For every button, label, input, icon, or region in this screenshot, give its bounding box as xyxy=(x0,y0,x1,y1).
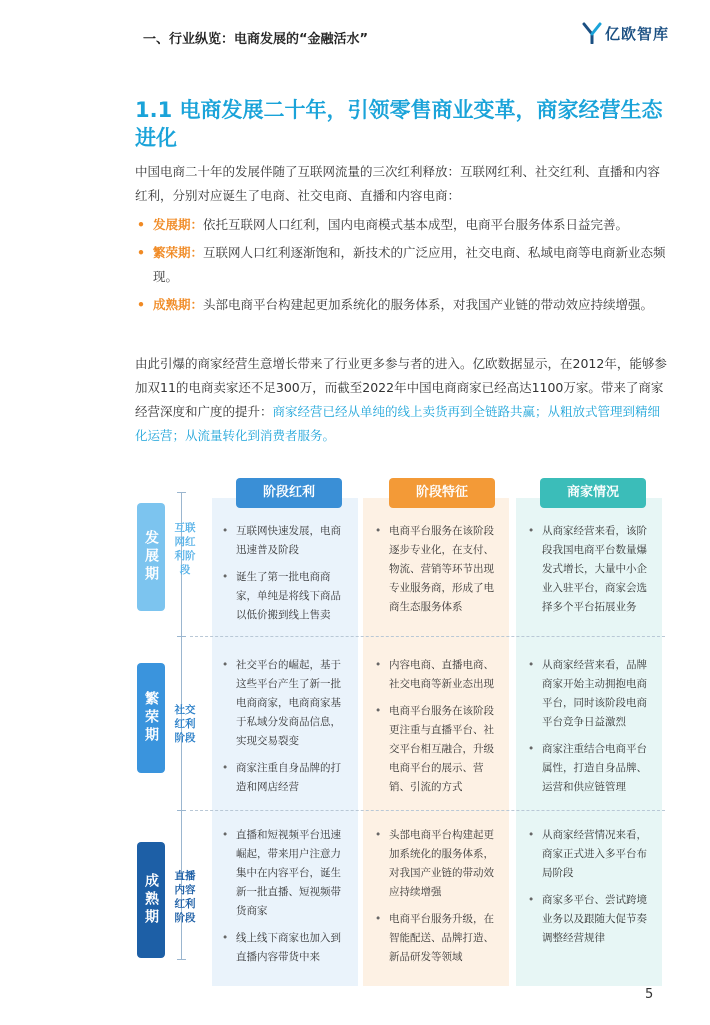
stage-sublabel: 直播内容红利阶段 xyxy=(174,870,196,924)
stage-bullet-list xyxy=(135,213,667,321)
cell-item: • 社交平台的崛起，基于这些平台产生了新一批电商商家，电商商家基于私域分发商品信息，实现交易裂变 xyxy=(222,656,347,751)
cell-item: • 从商家经营情况来看，商家正式进入多平台布局阶段 xyxy=(528,826,653,883)
page-number: 5 xyxy=(645,987,654,1002)
column-header: 阶段特征 xyxy=(389,478,495,508)
cell-item: • 商家注重自身品牌的打造和网店经营 xyxy=(222,759,347,797)
bullet-keyword: 繁荣期： xyxy=(153,245,204,260)
bullet-text: 互联网人口红利逐渐饱和，新技术的广泛应用，社交电商、私域电商等电商新业态频现。 xyxy=(153,245,666,284)
cell-item: • 诞生了第一批电商商家，单纯是将线下商品以低价搬到线上售卖 xyxy=(222,568,347,625)
bullet-dot-icon: • xyxy=(137,245,145,260)
timeline-tick xyxy=(177,492,186,493)
bullet-item xyxy=(135,213,667,237)
row-divider xyxy=(190,636,665,637)
timeline-tick xyxy=(177,810,186,811)
running-header: 一、行业纵览：电商发展的“金融活水” xyxy=(143,32,369,47)
timeline-tick xyxy=(177,959,186,960)
diagram-cell xyxy=(222,826,347,975)
diagram-cell xyxy=(222,522,347,633)
stage-label: 繁荣期 xyxy=(137,663,165,773)
bullet-keyword: 成熟期： xyxy=(153,297,204,312)
logo xyxy=(582,22,669,44)
row-divider xyxy=(190,810,665,811)
cell-item: • 从商家经营来看，品牌商家开始主动拥抱电商平台，同时该阶段电商平台竞争日益激烈 xyxy=(528,656,653,732)
bullet-text: 头部电商平台构建起更加系统化的服务体系，对我国产业链的带动效应持续增强。 xyxy=(203,297,654,312)
outro-highlight: 商家经营已经从单纯的线上卖货再到全链路共赢；从粗放式管理到精细化运营；从流量转化到消费者服务。 xyxy=(135,404,661,443)
bullet-text: 依托互联网人口红利，国内电商模式基本成型，电商平台服务体系日益完善。 xyxy=(203,217,629,232)
cell-item: • 电商平台服务在该阶段逐步专业化，在支付、物流、营销等环节出现专业服务商，形成了电商生态服务体系 xyxy=(375,522,500,617)
stage-label: 发展期 xyxy=(137,503,165,611)
cell-item: • 从商家经营来看，该阶段我国电商平台数量爆发式增长，大量中小企业入驻平台，商家会选择多个平台拓展业务 xyxy=(528,522,653,617)
cell-item: • 电商平台服务在该阶段更注重与直播平台、社交平台相互融合，升级电商平台的展示、营销、引流的方式 xyxy=(375,702,500,797)
section-title: 1.1 电商发展二十年，引领零售商业变革，商家经营生态进化 xyxy=(135,98,663,150)
intro-paragraph: 中国电商二十年的发展伴随了互联网流量的三次红利释放：互联网红利、社交红利、直播和内容红利，分别对应诞生了电商、社交电商、直播和内容电商： xyxy=(135,164,661,203)
bullet-item xyxy=(135,293,667,317)
bullet-dot-icon: • xyxy=(137,217,145,232)
column-header: 阶段红利 xyxy=(236,478,342,508)
cell-item: • 内容电商、直播电商、社交电商等新业态出现 xyxy=(375,656,500,694)
logo-icon xyxy=(582,22,602,44)
diagram-cell xyxy=(375,656,500,805)
diagram-cell xyxy=(375,522,500,625)
outro-text: 由此引爆的商家经营生意增长带来了行业更多参与者的进入。亿欧数据显示，在2012年，能够参加双11的电商卖家还不足300万，而截至2022年中国电商商家已经高达1100万家。带来了商家经营深度和广度的提升： xyxy=(135,356,667,419)
cell-item: • 商家注重结合电商平台属性，打造自身品牌、运营和供应链管理 xyxy=(528,740,653,797)
stage-sublabel: 社交红利阶段 xyxy=(174,704,196,744)
outro-paragraph xyxy=(135,352,667,448)
column-header: 商家情况 xyxy=(540,478,646,508)
cell-item: • 头部电商平台构建起更加系统化的服务体系，对我国产业链的带动效应持续增强 xyxy=(375,826,500,902)
diagram-cell xyxy=(375,826,500,975)
diagram-cell xyxy=(222,656,347,805)
diagram-cell xyxy=(528,522,653,625)
cell-item: • 线上线下商家也加入到直播内容带货中来 xyxy=(222,929,347,967)
bullet-item xyxy=(135,241,667,289)
cell-item: • 电商平台服务升级，在智能配送、品牌打造、新品研发等领域 xyxy=(375,910,500,967)
diagram-cell xyxy=(528,826,653,956)
timeline-tick xyxy=(177,636,186,637)
cell-item: • 商家多平台、尝试跨境业务以及跟随大促节奏调整经营规律 xyxy=(528,891,653,948)
diagram-cell xyxy=(528,656,653,805)
bullet-keyword: 发展期： xyxy=(153,217,204,232)
cell-item: • 直播和短视频平台迅速崛起，带来用户注意力集中在内容平台，诞生新一批直播、短视频带货商家 xyxy=(222,826,347,921)
stage-label: 成熟期 xyxy=(137,842,165,958)
logo-text: 亿欧智库 xyxy=(605,24,670,43)
cell-item: • 互联网快速发展，电商迅速普及阶段 xyxy=(222,522,347,560)
stage-sublabel: 互联网红利阶段 xyxy=(174,522,196,576)
bullet-dot-icon: • xyxy=(137,297,145,312)
